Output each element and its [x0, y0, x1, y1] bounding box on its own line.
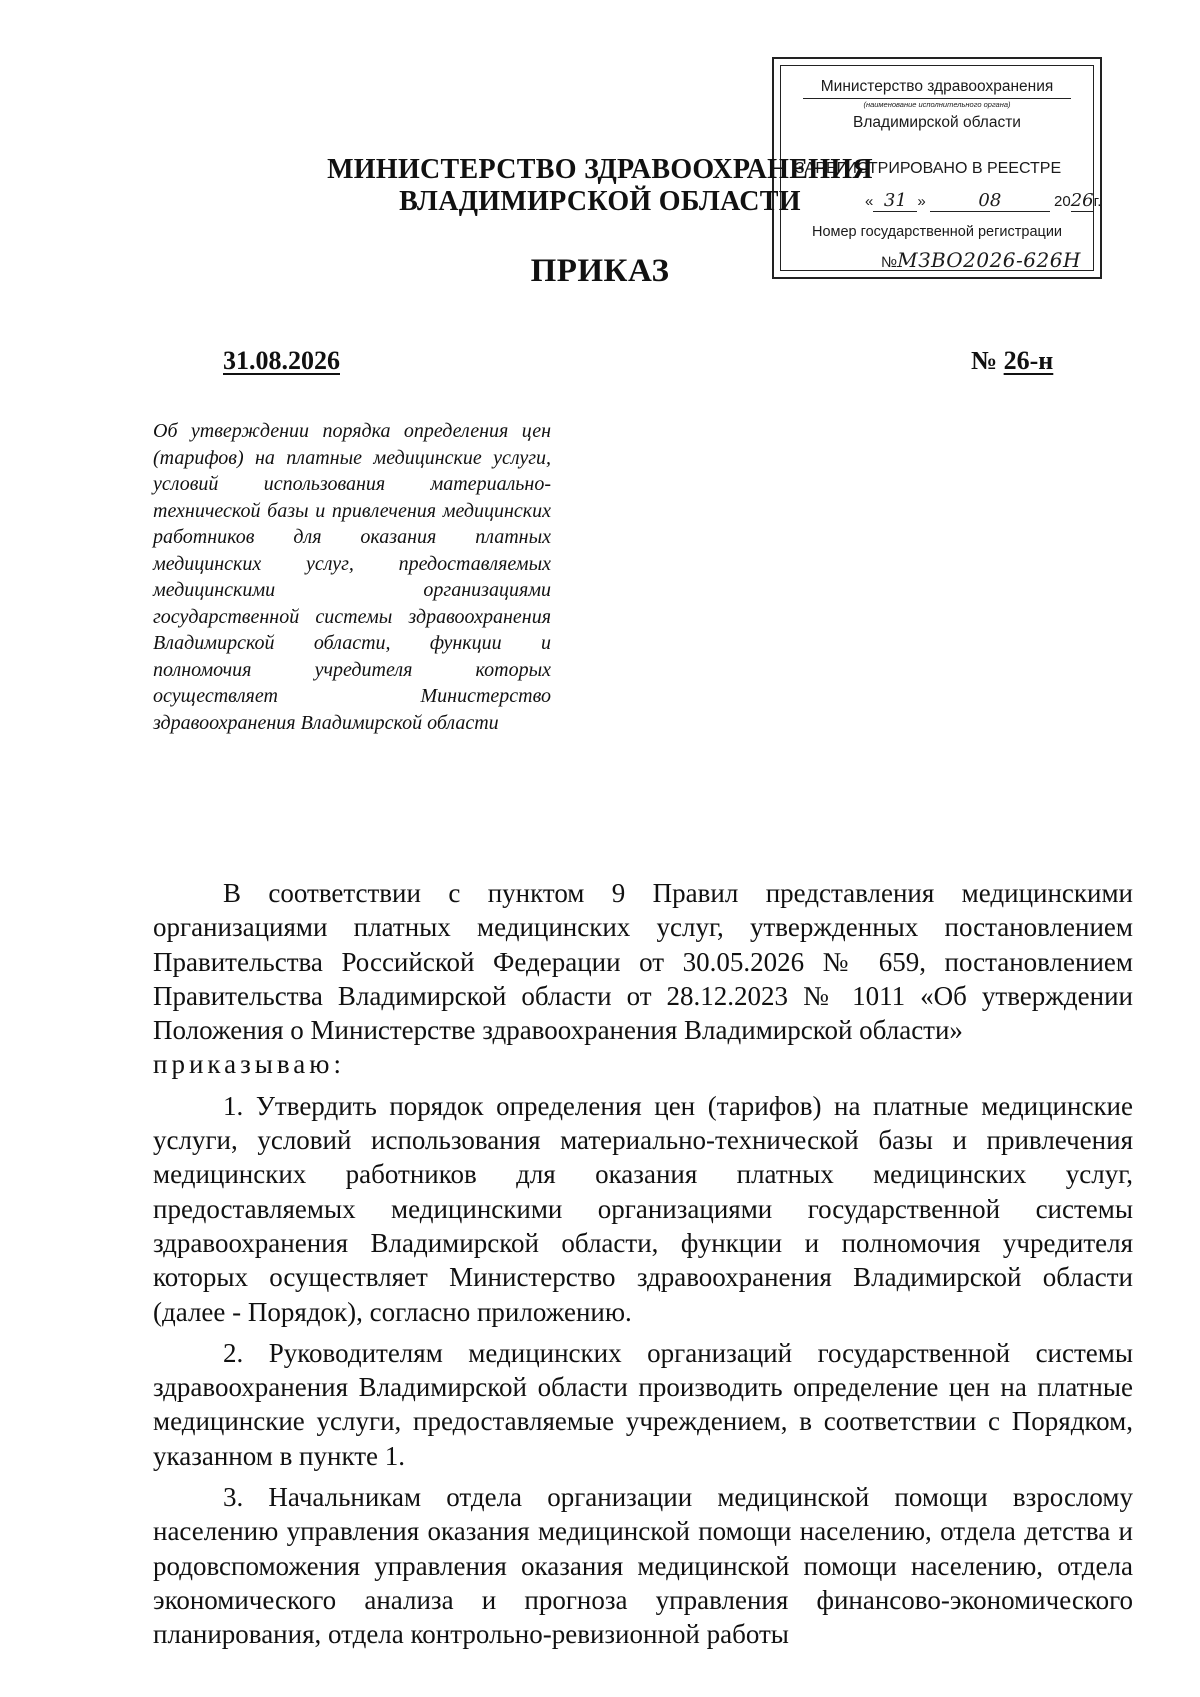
stamp-divider: [803, 98, 1071, 99]
item-1: 1. Утвердить порядок определения цен (тарифов) на платные медицинские услуги, условий использования материально-технической базы и привлечения медицинских работников для оказания платных медицинских услуг, предоставляемых медицинскими организациями государственной системы здравоохранения Владимирской области, функции и полномочия учредителя которых осуществляет Министерство здравоохранения Владимирской области (далее - Порядок), согласно приложению.: [153, 1090, 1133, 1327]
stamp-number-caption: Номер государственной регистрации: [811, 224, 1063, 240]
preamble-paragraph: [153, 876, 1133, 1082]
stamp-registered-label: ЗАРЕГИСТРИРОВАНО В РЕЕСТРЕ: [795, 160, 1062, 177]
stamp-year-unit: г.: [1093, 193, 1102, 210]
preamble-text: В соответствии с пунктом 9 Правил представления медицинскими организациями платных медицинских услуг, утвержденных постановлением Правительства Российской Федерации от 30.05.2026 № 659, постановлением Правительства Владимирской области от 28.12.2023 № 1011 «Об утверждении Положения о Министерстве здравоохранения Владимирской области»: [153, 878, 1133, 1046]
order-body: [153, 876, 1133, 1652]
stamp-day: 31: [873, 190, 917, 212]
item-2: 2. Руководителям медицинских организаций государственной системы здравоохранения Владимирской области производить определение цен на платные медицинские услуги, предоставляемые учреждением, в соответствии с Порядком, указанном в пункте 1.: [153, 1337, 1133, 1471]
item-3: 3. Начальникам отдела организации медицинской помощи взрослому населению управления оказания медицинской помощи населению, отдела детства и родовспоможения управления оказания медицинской помощи населению, отдела экономического анализа и прогноза управления финансово-экономического планирования, отдела контрольно-ревизионной работы: [153, 1482, 1133, 1650]
org-name-line2: ВЛАДИМИРСКОЙ ОБЛАСТИ: [399, 186, 801, 217]
org-name-line1: МИНИСТЕРСТВО ЗДРАВООХРАНЕНИЯ: [327, 154, 873, 185]
stamp-caption: (наименование исполнительного органа): [863, 100, 1011, 109]
stamp-year-prefix: 20: [1054, 193, 1071, 210]
stamp-year-suffix: 26: [1070, 190, 1094, 211]
stamp-month: 08: [930, 190, 1050, 212]
order-number: [971, 346, 1053, 376]
stamp-org: Министерство здравоохранения: [820, 78, 1054, 95]
order-number-prefix: №: [971, 346, 998, 375]
order-subject: Об утверждении порядка определения цен (тарифов) на платные медицинские услуги, условий использования материально-технической базы и привлечения медицинских работников для оказания платных медицинских услуг, предоставляемых медицинскими организациями государственной системы здравоохранения Владимирской области, функции и полномочия учредителя которых осуществляет Министерство здравоохранения Владимирской области: [153, 420, 551, 734]
order-word: приказываю:: [153, 1049, 345, 1080]
stamp-region: Владимирской области: [853, 114, 1021, 131]
order-date: 31.08.2026: [223, 346, 340, 375]
stamp-number-value: МЗВО2026-626Н: [897, 248, 1081, 272]
order-number-value: 26-н: [1003, 346, 1054, 375]
stamp-date: « 31 » 08 2026г.: [865, 190, 1102, 211]
document-title: ПРИКАЗ: [530, 253, 670, 289]
stamp-number-prefix: №: [881, 254, 898, 271]
